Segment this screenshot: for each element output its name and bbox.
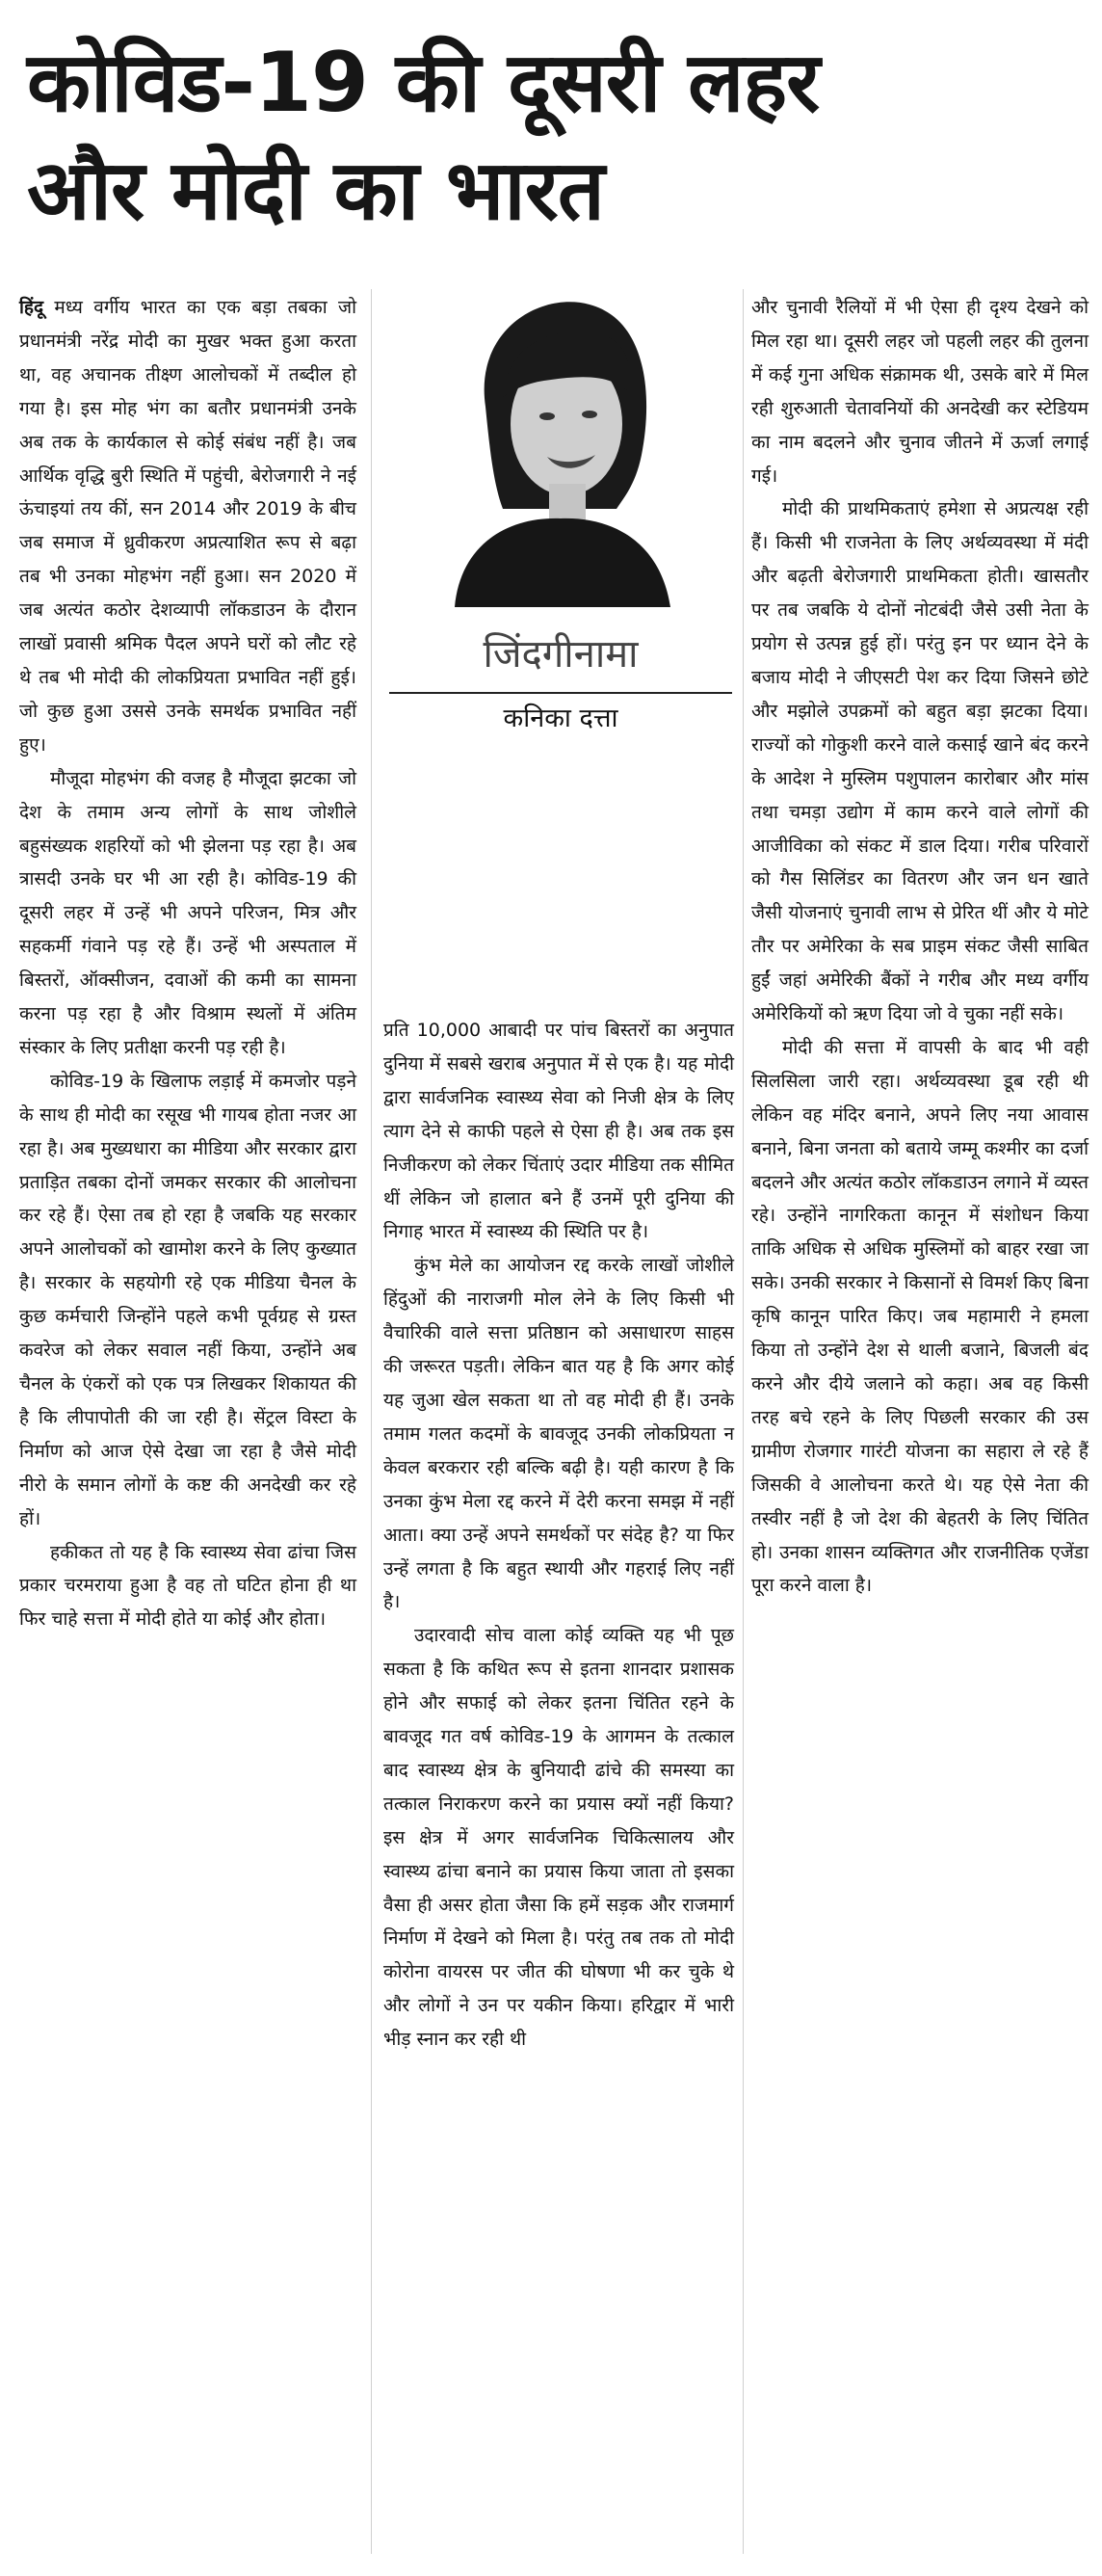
column-divider — [743, 289, 744, 2554]
paragraph: प्रति 10,000 आबादी पर पांच बिस्तरों का अनुपात दुनिया में सबसे खराब अनुपात में से एक है। यह मोदी द्वारा सार्वजनिक स्वास्थ्य सेवा को निजी क्षेत्र के लिए त्याग देने से काफी पहले से ऐसा ही है। अब तक इस निजीकरण को लेकर चिंताएं उदार मीडिया तक सीमित थीं लेकिन जो हालात बने हैं उनमें पूरी दुनिया की निगाह भारत में स्वास्थ्य की स्थिति पर है। — [383, 1020, 734, 1243]
paragraph-text: मध्य वर्गीय भारत का एक बड़ा तबका जो प्रधानमंत्री नरेंद्र मोदी का मुखर भक्त हुआ करता था, वह अचानक तीक्ष्ण आलोचकों में तब्दील हो गया है। इस मोह भंग का बतौर प्रधानमंत्री उनके अब तक के कार्यकाल से कोई संबंध नहीं है। जब आर्थिक वृद्धि बुरी स्थिति में पहुंची, बेरोजगारी ने नई ऊंचाइयां तय कीं, सन 2014 और 2019 के बीच जब समाज में ध्रुवीकरण अप्रत्याशित रूप से बढ़ा तब भी उनका मोहभंग नहीं हुआ। सन 2020 में जब अत्यंत कठोर देशव्यापी लॉकडाउन के दौरान लाखों प्रवासी श्रमिक पैदल अपने घरों को लौट रहे थे तब भी मोदी की लोकप्रियता प्रभावित नहीं हुई। जो कुछ हुआ उससे उनके समर्थक प्रभावित नहीं हुए। — [19, 297, 356, 756]
headline-line-2: और मोदी का भारत — [27, 143, 604, 239]
paragraph: हकीकत तो यह है कि स्वास्थ्य सेवा ढांचा जिस प्रकार चरमराया हुआ है वह तो घटित होना ही था फिर चाहे सत्ता में मोदी होते या कोई और होता। — [19, 1541, 356, 1631]
paragraph — [19, 291, 356, 762]
author-byline: कनिका दत्ता — [503, 704, 618, 733]
author-photo — [435, 291, 676, 607]
article-column-2 — [383, 1014, 734, 2057]
article-column-1 — [19, 291, 356, 1636]
divider — [389, 692, 732, 694]
paragraph: मोदी की प्राथमिकताएं हमेशा से अप्रत्यक्ष रही हैं। किसी भी राजनेता के लिए अर्थव्यवस्था में मंदी और बढ़ती बेरोजगारी प्राथमिकता होती। खासतौर पर तब जबकि ये दोनों नोटबंदी जैसे उसी नेता के प्रयोग से उत्पन्न हुई हों। परंतु इन पर ध्यान देने के बजाय मोदी ने जीएसटी पेश कर दिया जिसने छोटे और मझोले उपक्रमों को बहुत बड़ा झटका दिया। राज्यों को गोकुशी करने वाले कसाई खाने बंद करने के आदेश ने मुस्लिम पशुपालन कारोबार और मांस तथा चमड़ा उद्योग में काम करने वाले लोगों की आजीविका को संकट में डाल दिया। गरीब परिवारों को गैस सिलिंडर का वितरण और जन धन खाते जैसी योजनाएं चुनावी लाभ से प्रेरित थीं और ये मोटे तौर पर अमेरिका के सब प्राइम संकट जैसी साबित हुईं जहां अमेरिकी बैंकों ने गरीब और मध्य वर्गीय अमेरिकियों को ऋण दिया जो वे चुका नहीं सके। — [751, 498, 1089, 1025]
column-header — [389, 626, 732, 746]
paragraph: मौजूदा मोहभंग की वजह है मौजूदा झटका जो देश के तमाम अन्य लोगों के साथ जोशीले बहुसंख्यक शहरियों को भी झेलना पड़ रहा है। अब त्रासदी उनके घर भी आ रही है। कोविड-19 की दूसरी लहर में उन्हें भी अपने परिजन, मित्र और सहकर्मी गंवाने पड़ रहे हैं। उन्हें भी अस्पताल में बिस्तरों, ऑक्सीजन, दवाओं की कमी का सामना करना पड़ रहा है और विश्राम स्थलों में अंतिम संस्कार के लिए प्रतीक्षा करनी पड़ रही है। — [19, 767, 356, 1058]
column-name: जिंदगीनामा — [483, 632, 639, 677]
headline-line-1: कोविड-19 की दूसरी लहर — [27, 35, 820, 131]
paragraph: मोदी की सत्ता में वापसी के बाद भी वही सिलसिला जारी रहा। अर्थव्यवस्था डूब रही थी लेकिन वह मंदिर बनाने, अपने लिए नया आवास बनाने, बिना जनता को बताये जम्मू कश्मीर का दर्जा बदलने और अत्यंत कठोर लॉकडाउन लगाने में व्यस्त रहे। उन्होंने नागरिकता कानून में संशोधन किया ताकि अधिक से अधिक मुस्लिमों को बाहर रखा जा सके। उनकी सरकार ने किसानों से विमर्श किए बिना कृषि कानून पारित किए। जब महामारी ने हमला किया तो उन्होंने देश से थाली बजाने, बिजली बंद करने और दीये जलाने को कहा। अब वह किसी तरह बचे रहने के लिए पिछली सरकार की उस ग्रामीण रोजगार गारंटी योजना का सहारा ले रहे हैं जिसकी वे आलोचना करते थे। यह ऐसे नेता की तस्वीर नहीं है जो देश की बेहतरी के लिए चिंतित हो। उनका शासन व्यक्तिगत और राजनीतिक एजेंडा पूरा करने वाला है। — [751, 1036, 1089, 1597]
paragraph: कुंभ मेले का आयोजन रद्द करके लाखों जोशीले हिंदुओं की नाराजगी मोल लेने के लिए किसी भी वैचारिकी वाले सत्ता प्रतिष्ठान को असाधारण साहस की जरूरत पड़ती। लेकिन बात यह है कि अगर कोई यह जुआ खेल सकता था तो वह मोदी ही हैं। उनके तमाम गलत कदमों के बावजूद उनकी लोकप्रियता न केवल बरकरार रही बल्कि बढ़ी है। यही कारण है कि उनका कुंभ मेला रद्द करने में देरी करना समझ में नहीं आता। क्या उन्हें अपने समर्थकों पर संदेह है? या फिर उन्हें लगता है कि बहुत स्थायी और गहराई लिए नहीं है। — [383, 1255, 734, 1613]
paragraph: कोविड-19 के खिलाफ लड़ाई में कमजोर पड़ने के साथ ही मोदी का रसूख भी गायब होता नजर आ रहा है। अब मुख्यधारा का मीडिया और सरकार द्वारा प्रताड़ित तबका दोनों जमकर सरकार की आलोचना कर रहे हैं। ऐसा तब हो रहा है जबकि यह सरकार अपने आलोचकों को खामोश करने के लिए कुख्यात है। सरकार के सहयोगी रहे एक मीडिया चैनल के कुछ कर्मचारी जिन्होंने पहले कभी पूर्वग्रह से ग्रस्त कवरेज को लेकर सवाल नहीं किया, उन्होंने अब चैनल के एंकरों को एक पत्र लिखकर शिकायत की है कि लीपापोती की जा रही है। सेंट्रल विस्टा के निर्माण को आज ऐसे देखा जा रहा है जैसे मोदी नीरो के समान लोगों के कष्ट की अनदेखी कर रहे हों। — [19, 1070, 356, 1529]
paragraph: उदारवादी सोच वाला कोई व्यक्ति यह भी पूछ सकता है कि कथित रूप से इतना शानदार प्रशासक होने और सफाई को लेकर इतना चिंतित रहने के बावजूद गत वर्ष कोविड-19 के आगमन के तत्काल बाद स्वास्थ्य क्षेत्र के बुनियादी ढांचे की समस्या का तत्काल निराकरण करने का प्रयास क्यों नहीं किया? इस क्षेत्र में अगर सार्वजनिक चिकित्सालय और स्वास्थ्य ढांचा बनाने का प्रयास किया जाता तो इसका वैसा ही असर होता जैसा कि हमें सड़क और राजमार्ग निर्माण में देखने को मिला है। परंतु तब तक तो मोदी कोरोना वायरस पर जीत की घोषणा भी कर चुके थे और लोगों ने उन पर यकीन किया। हरिद्वार में भारी भीड़ स्नान कर रही थी — [383, 1625, 734, 2051]
article-column-3 — [751, 291, 1089, 1603]
lead-word: हिंदू — [19, 297, 44, 318]
headline — [27, 29, 1077, 245]
column-divider — [371, 289, 372, 2554]
paragraph: और चुनावी रैलियों में भी ऐसा ही दृश्य देखने को मिल रहा था। दूसरी लहर जो पहली लहर की तुलना में कई गुना अधिक संक्रामक थी, उसके बारे में मिल रही शुरुआती चेतावनियों की अनदेखी कर स्टेडियम का नाम बदलने और चुनाव जीतने में ऊर्जा लगाई गई। — [751, 297, 1089, 487]
